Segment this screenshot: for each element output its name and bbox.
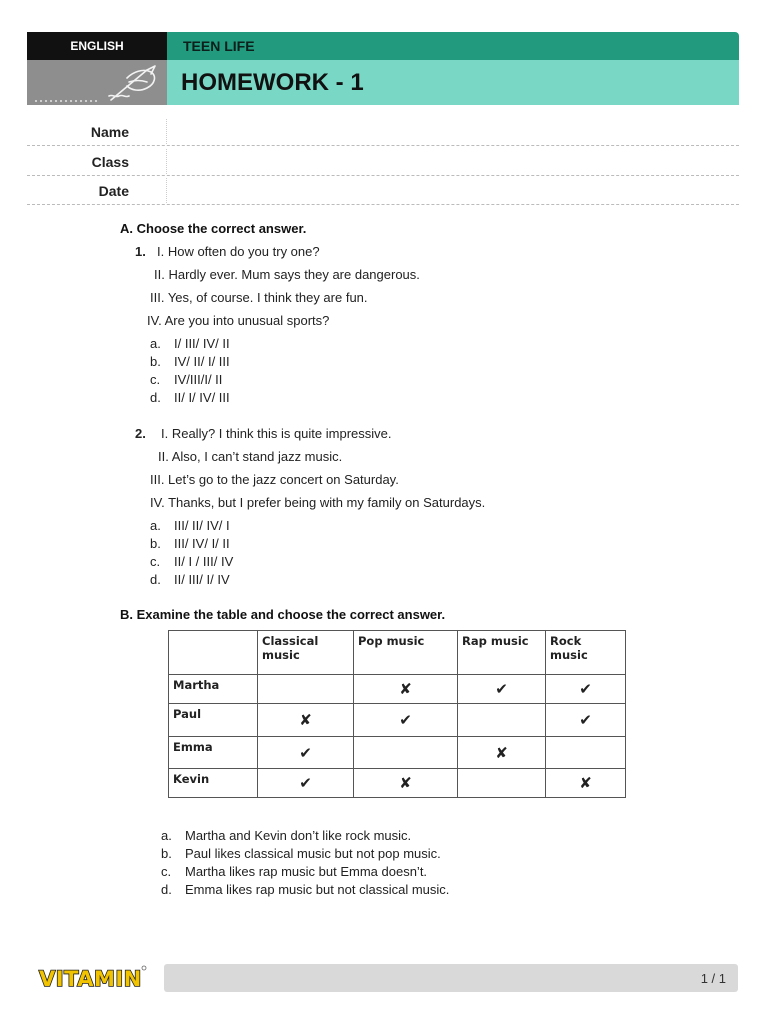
option-text: I/ III/ IV/ II	[174, 336, 230, 351]
b-option-d[interactable]	[161, 882, 449, 897]
table-cell	[354, 737, 458, 769]
table-cell: ✘	[546, 769, 626, 798]
table-cell: ✔	[258, 737, 354, 769]
table-header-cell: Rap music	[458, 631, 546, 675]
question-2-line: IV. Thanks, but I prefer being with my family on Saturdays.	[150, 495, 486, 510]
option-letter: a.	[161, 828, 172, 843]
table-header-cell	[169, 631, 258, 675]
option-letter: a.	[150, 336, 161, 351]
row-name: Emma	[169, 737, 258, 769]
q2-option-b[interactable]	[150, 536, 230, 551]
table-cell	[458, 769, 546, 798]
option-letter: c.	[150, 372, 161, 387]
class-label: Class	[91, 154, 129, 170]
table-cell: ✔	[258, 769, 354, 798]
option-text: Martha and Kevin don’t like rock music.	[185, 828, 412, 843]
vitamin-logo	[38, 963, 148, 991]
page-number: 1 / 1	[700, 970, 726, 986]
class-row	[27, 147, 739, 176]
question-1-line: III. Yes, of course. I think they are fun.	[150, 290, 368, 305]
q2-option-a[interactable]	[150, 518, 230, 533]
table-cell: ✔	[354, 704, 458, 737]
option-letter: d.	[150, 572, 161, 587]
section-b-title: B. Examine the table and choose the correct answer.	[120, 607, 446, 622]
question-1-number: 1.	[135, 244, 146, 259]
option-letter: c.	[150, 554, 161, 569]
footer-bar	[164, 964, 738, 992]
question-1-line: II. Hardly ever. Mum says they are dangerous.	[154, 267, 420, 282]
table-cell: ✔	[546, 704, 626, 737]
row-name: Paul	[169, 704, 258, 737]
question-2-line: I. Really? I think this is quite impressive.	[161, 426, 392, 441]
table-cell: ✘	[458, 737, 546, 769]
table-header-cell: Classical music	[258, 631, 354, 675]
option-text: Emma likes rap music but not classical music.	[185, 882, 450, 897]
logo-text: VITAMIN	[39, 967, 142, 991]
music-preferences-table	[168, 630, 626, 798]
option-text: II/ I / III/ IV	[174, 554, 234, 569]
table-row	[169, 737, 626, 769]
q1-option-b[interactable]	[150, 354, 230, 369]
subject-label: ENGLISH	[27, 32, 167, 60]
option-letter: d.	[150, 390, 161, 405]
date-label: Date	[98, 183, 129, 199]
table-cell: ✔	[546, 675, 626, 704]
date-row	[27, 176, 739, 205]
table-cell: ✘	[354, 675, 458, 704]
question-2-line: III. Let’s go to the jazz concert on Saturday.	[150, 472, 399, 487]
table-cell: ✘	[354, 769, 458, 798]
name-label: Name	[90, 124, 129, 140]
name-field[interactable]	[169, 119, 729, 143]
field-separator	[166, 149, 167, 174]
date-field[interactable]	[169, 178, 729, 202]
question-2-line: II. Also, I can’t stand jazz music.	[158, 449, 343, 464]
option-text: II/ I/ IV/ III	[174, 390, 230, 405]
section-a-title: A. Choose the correct answer.	[120, 221, 307, 236]
writing-hand-icon	[27, 60, 167, 105]
table-cell: ✘	[258, 704, 354, 737]
option-letter: b.	[150, 354, 161, 369]
question-2-number: 2.	[135, 426, 146, 441]
option-letter: b.	[150, 536, 161, 551]
option-letter: a.	[150, 518, 161, 533]
option-text: Paul likes classical music but not pop music.	[185, 846, 441, 861]
table-cell: ✔	[458, 675, 546, 704]
option-letter: b.	[161, 846, 172, 861]
question-1-line: I. How often do you try one?	[157, 244, 320, 259]
q1-option-c[interactable]	[150, 372, 222, 387]
table-header-cell: Rock music	[546, 631, 626, 675]
option-text: III/ II/ IV/ I	[174, 518, 230, 533]
q2-option-d[interactable]	[150, 572, 230, 587]
page-title: HOMEWORK - 1	[167, 60, 739, 105]
option-text: II/ III/ I/ IV	[174, 572, 230, 587]
name-row	[27, 117, 739, 146]
field-separator	[166, 119, 167, 144]
table-cell	[258, 675, 354, 704]
table-header-cell: Pop music	[354, 631, 458, 675]
table-row	[169, 704, 626, 737]
unit-label: TEEN LIFE	[167, 32, 739, 60]
option-letter: d.	[161, 882, 172, 897]
option-text: Martha likes rap music but Emma doesn’t.	[185, 864, 428, 879]
question-1-line: IV. Are you into unusual sports?	[147, 313, 330, 328]
q1-option-d[interactable]	[150, 390, 230, 405]
option-letter: c.	[161, 864, 172, 879]
b-option-c[interactable]	[161, 864, 427, 879]
b-option-a[interactable]	[161, 828, 411, 843]
q1-option-a[interactable]	[150, 336, 230, 351]
b-option-b[interactable]	[161, 846, 441, 861]
table-header-row	[169, 631, 626, 675]
option-text: IV/ II/ I/ III	[174, 354, 230, 369]
option-text: IV/III/I/ II	[174, 372, 223, 387]
registered-icon	[142, 966, 146, 970]
option-text: III/ IV/ I/ II	[174, 536, 230, 551]
table-cell	[546, 737, 626, 769]
row-name: Kevin	[169, 769, 258, 798]
field-separator	[166, 178, 167, 203]
table-cell	[458, 704, 546, 737]
class-field[interactable]	[169, 149, 729, 173]
q2-option-c[interactable]	[150, 554, 233, 569]
table-row	[169, 675, 626, 704]
table-row	[169, 769, 626, 798]
row-name: Martha	[169, 675, 258, 704]
